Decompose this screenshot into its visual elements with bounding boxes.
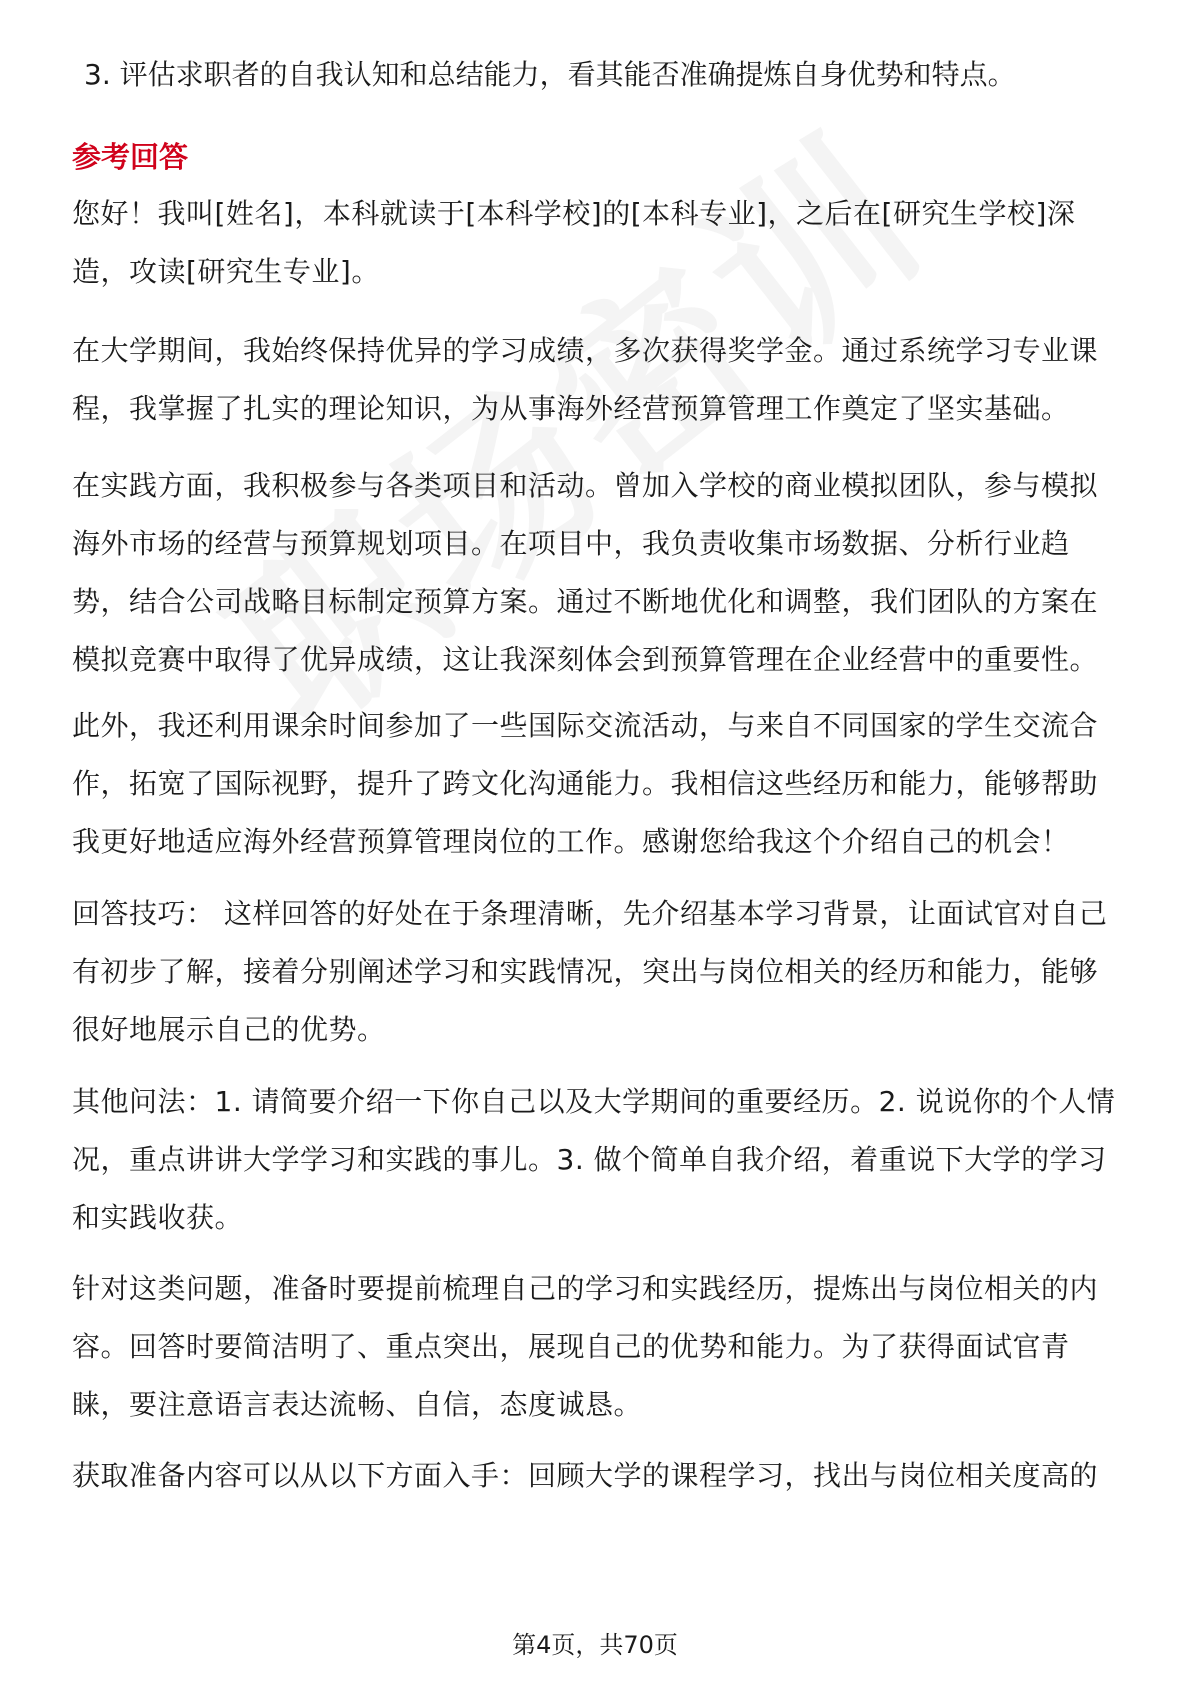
- paragraph-university: 在大学期间，我始终保持优异的学习成绩，多次获得奖学金。通过系统学习专业课程，我掌握了扎实的理论知识，为从事海外经营预算管理工作奠定了坚实基础。: [72, 334, 1099, 425]
- paragraph-practice: 在实践方面，我积极参与各类项目和活动。曾加入学校的商业模拟团队，参与模拟海外市场的经营与预算规划项目。在项目中，我负责收集市场数据、分析行业趋势，结合公司战略目标制定预算方案。通过不断地优化和调整，我们团队的方案在模拟竞赛中取得了优异成绩，这让我深刻体会到预算管理在企业经营中的重要性。: [72, 469, 1099, 676]
- paragraph-sources: 获取准备内容可以从以下方面入手：回顾大学的课程学习，找出与岗位相关度高的: [72, 1459, 1099, 1492]
- page-number: 第4页，共70页: [512, 1631, 678, 1659]
- paragraph-other-questions: 其他问法：1. 请简要介绍一下你自己以及大学期间的重要经历。2. 说说你的个人情况，重点讲讲大学学习和实践的事儿。3. 做个简单自我介绍，着重说下大学的学习和实践收获。: [72, 1085, 1116, 1234]
- paragraph-preparation: 针对这类问题，准备时要提前梳理自己的学习和实践经历，提炼出与岗位相关的内容。回答时要简洁明了、重点突出，展现自己的优势和能力。为了获得面试官青睐，要注意语言表达流畅、自信，态度诚恳。: [72, 1272, 1099, 1421]
- paragraph-international: 此外，我还利用课余时间参加了一些国际交流活动，与来自不同国家的学生交流合作，拓宽了国际视野，提升了跨文化沟通能力。我相信这些经历和能力，能够帮助我更好地适应海外经营预算管理岗位的工作。感谢您给我这个介绍自己的机会！: [72, 709, 1099, 858]
- paragraph-tips: 回答技巧： 这样回答的好处在于条理清晰，先介绍基本学习背景，让面试官对自己有初步了解，接着分别阐述学习和实践情况，突出与岗位相关的经历和能力，能够很好地展示自己的优势。: [72, 897, 1108, 1046]
- list-item-3: 3. 评估求职者的自我认知和总结能力，看其能否准确提炼自身优势和特点。: [84, 58, 1016, 91]
- section-heading-reference-answer: 参考回答: [72, 140, 189, 174]
- paragraph-intro: 您好！我叫[姓名]，本科就读于[本科学校]的[本科专业]，之后在[研究生学校]深造，攻读[研究生专业]。: [72, 197, 1076, 288]
